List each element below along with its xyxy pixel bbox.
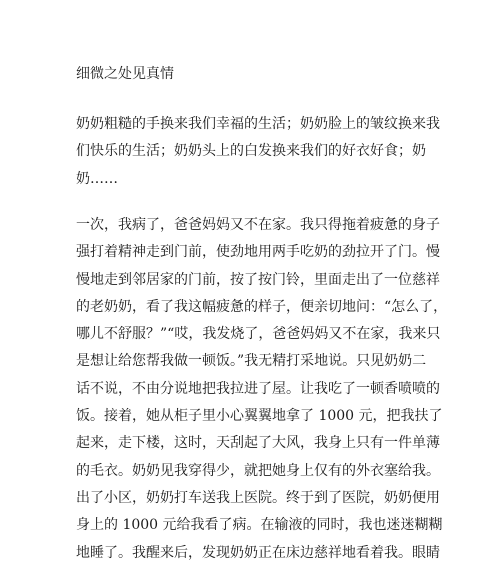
paragraph-line: 的毛衣。奶奶见我穿得少，就把她身上仅有的外衣塞给我。 — [76, 462, 440, 479]
paragraph-story — [76, 212, 448, 561]
paragraph-line: 哪儿不舒服？”“哎，我发烧了，爸爸妈妈又不在家，我来只 — [76, 326, 441, 343]
paragraph-line: 饭。接着，她从柜子里小心翼翼地拿了 1000 元，把我扶了 — [76, 408, 443, 425]
paragraph-line: 的老奶奶，看了我这幅疲惫的样子，便亲切地问：“怎么了， — [76, 298, 448, 315]
paragraph-line: 奶奶粗糙的手换来我们幸福的生活；奶奶脸上的皱纹换来我 — [76, 116, 440, 132]
paragraph-intro — [76, 111, 440, 193]
paragraph-line: 一次，我病了，爸爸妈妈又不在家。我只得拖着疲惫的身子 — [76, 217, 440, 233]
paragraph-line: 是想让给您帮我做一顿饭。”我无精打采地说。只见奶奶二 — [76, 353, 427, 370]
paragraph-line: 奶…… — [76, 170, 118, 187]
paragraph-line: 出了小区，奶奶打车送我上医院。终于到了医院，奶奶便用 — [76, 489, 440, 506]
paragraph-line: 们快乐的生活；奶奶头上的白发换来我们的好衣好食；奶 — [76, 143, 426, 160]
document-title: 细微之处见真情 — [76, 66, 174, 82]
paragraph-line: 身上的 1000 元给我看了病。在输液的同时，我也迷迷糊糊 — [76, 517, 443, 534]
paragraph-line: 慢地走到邻居家的门前，按了按门铃，里面走出了一位慈祥 — [76, 271, 440, 288]
paragraph-line: 起来，走下楼，这时，天刮起了大风，我身上只有一件单薄 — [76, 435, 440, 452]
paragraph-line: 话不说，不由分说地把我拉进了屋。让我吃了一顿香喷喷的 — [76, 380, 440, 397]
paragraph-line: 强打着精神走到门前，使劲地用两手吃奶的劲拉开了门。慢 — [76, 244, 440, 261]
paragraph-line: 地睡了。我醒来后，发现奶奶正在床边慈祥地看着我。眼睛 — [76, 544, 440, 561]
